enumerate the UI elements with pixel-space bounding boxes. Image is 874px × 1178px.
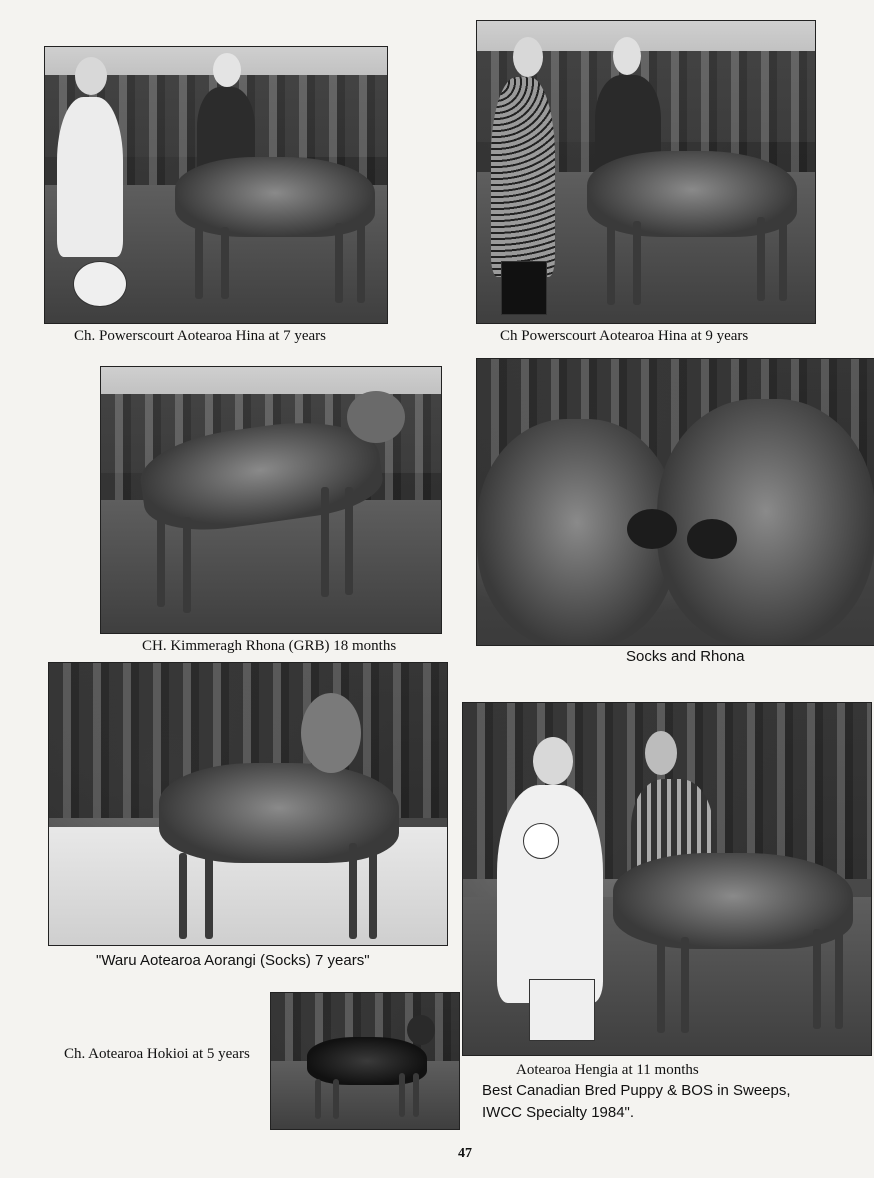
award-card (501, 261, 547, 315)
caption-kimmeragh-rhona: CH. Kimmeragh Rhona (GRB) 18 months (142, 638, 397, 654)
dog-figure (587, 151, 797, 237)
judge-figure (497, 785, 603, 1003)
judge-figure (57, 97, 123, 257)
photo-hengia-11-months (462, 702, 872, 1056)
photo-kimmeragh-rhona (100, 366, 442, 634)
caption-socks-and-rhona: Socks and Rhona (626, 648, 745, 665)
caption-hina-7-years: Ch. Powerscourt Aotearoa Hina at 7 years (74, 328, 327, 344)
caption-hengia-line-3: IWCC Specialty 1984". (482, 1104, 635, 1121)
caption-socks-7-years: "Waru Aotearoa Aorangi (Socks) 7 years" (96, 952, 370, 969)
photo-socks-and-rhona (476, 358, 874, 646)
trophy-card (529, 979, 595, 1041)
photo-hina-7-years (44, 46, 388, 324)
photo-socks-7-years (48, 662, 448, 946)
caption-hengia-line-1: Aotearoa Hengia at 11 months (516, 1062, 699, 1078)
award-card (73, 261, 127, 307)
caption-hokioi-5-years: Ch. Aotearoa Hokioi at 5 years (64, 1046, 250, 1062)
judge-figure (491, 77, 555, 277)
dog-rhona-head (657, 399, 874, 646)
award-rosette (523, 823, 559, 859)
dog-head (407, 1015, 435, 1045)
dog-head (347, 391, 405, 443)
page-number: 47 (458, 1146, 472, 1161)
photo-hokioi-5-years (270, 992, 460, 1130)
dog-figure (159, 763, 399, 863)
caption-hengia-line-2: Best Canadian Bred Puppy & BOS in Sweeps, (482, 1082, 791, 1099)
photo-hina-9-years (476, 20, 816, 324)
dog-head (301, 693, 361, 773)
dog-figure (175, 157, 375, 237)
caption-hina-9-years: Ch Powerscourt Aotearoa Hina at 9 years (500, 328, 749, 344)
dog-figure (307, 1037, 427, 1085)
